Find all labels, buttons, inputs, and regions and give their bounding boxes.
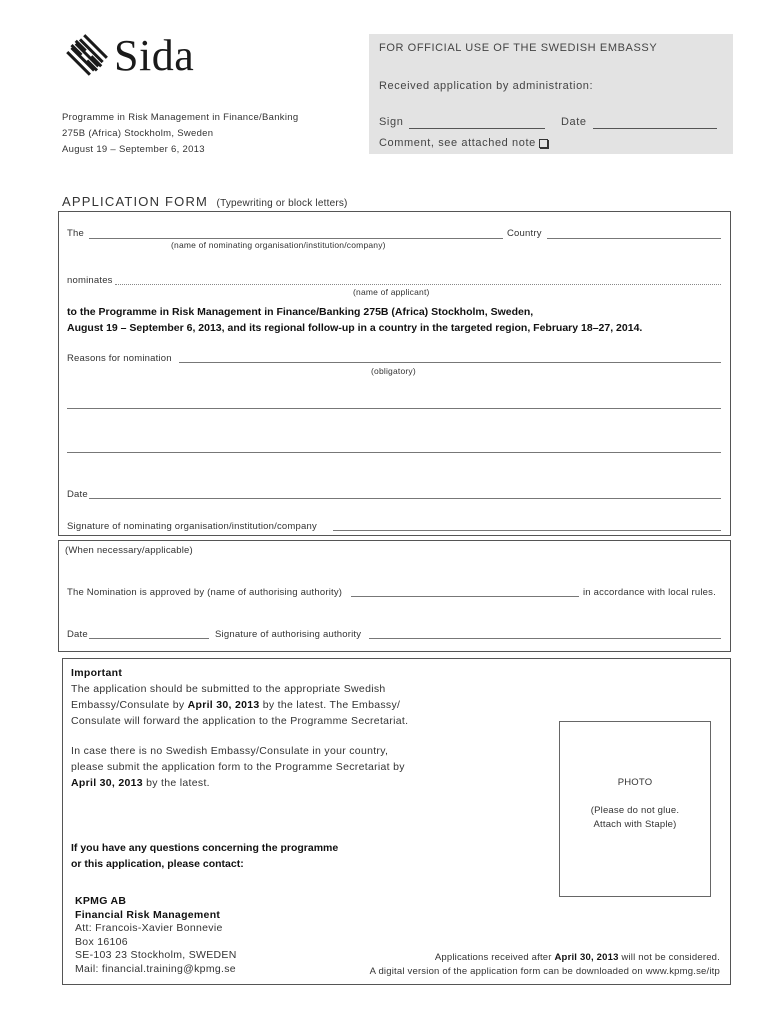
footer-text-c: will not be considered. <box>618 952 720 963</box>
approval-header: (When necessary/applicable) <box>65 545 193 556</box>
nomination-signature-field[interactable] <box>333 520 721 531</box>
contact-mail: Mail: financial.training@kpmg.se <box>75 962 236 975</box>
official-date-label: Date <box>561 116 587 128</box>
important-box <box>62 658 731 985</box>
contact-city: SE-103 23 Stockholm, SWEDEN <box>75 949 237 961</box>
photo-note-1: (Please do not glue. <box>590 805 680 816</box>
photo-note-2: Attach with Staple) <box>593 819 677 830</box>
questions-line1: If you have any questions concerning the programme <box>71 842 339 854</box>
p1-text-a: Embassy/Consulate by <box>71 699 188 711</box>
nomination-box <box>58 211 731 536</box>
official-received-label: Received application by administration: <box>379 80 594 92</box>
photo-label: PHOTO <box>617 777 653 788</box>
important-p2-line1: In case there is no Swedish Embassy/Consulate in your country, <box>71 745 389 757</box>
p2-text-b: by the latest. <box>142 777 210 789</box>
footer-deadline: April 30, 2013 <box>554 952 619 963</box>
official-use-box <box>369 34 733 154</box>
nominates-label: nominates <box>67 275 113 286</box>
official-sign-field[interactable] <box>409 116 545 129</box>
important-p2-line3 <box>71 775 531 791</box>
organisation-caption: (name of nominating organisation/institution/company) <box>171 240 386 250</box>
programme-location: 275B (Africa) Stockholm, Sweden <box>62 128 214 139</box>
statement-line-1: to the Programme in Risk Management in Finance/Banking 275B (Africa) Stockholm, Sweden, <box>67 306 534 318</box>
footer-line-1 <box>370 951 720 965</box>
important-p1-line2 <box>71 697 531 713</box>
form-title: APPLICATION FORM <box>62 194 209 209</box>
footer-text-a: Applications received after <box>434 952 555 963</box>
deadline-footer <box>370 951 720 978</box>
official-date-field[interactable] <box>593 116 717 129</box>
photo-note <box>560 804 710 832</box>
form-heading <box>62 193 348 211</box>
approval-box <box>58 540 731 652</box>
nomination-statement <box>67 304 642 336</box>
applicant-field[interactable] <box>115 274 721 285</box>
reasons-line-3[interactable] <box>67 452 721 453</box>
country-field[interactable] <box>547 228 721 239</box>
programme-dates: August 19 – September 6, 2013 <box>62 144 205 155</box>
footer-line-2: A digital version of the application form can be downloaded on www.kpmg.se/itp <box>369 965 720 977</box>
comment-checkbox[interactable] <box>539 139 548 148</box>
questions-text <box>71 840 338 872</box>
p2-deadline: April 30, 2013 <box>71 777 143 789</box>
applicant-caption: (name of applicant) <box>353 287 430 297</box>
important-title: Important <box>71 667 123 679</box>
form-subtitle: (Typewriting or block letters) <box>216 198 348 209</box>
contact-block <box>75 895 237 976</box>
nomination-date-field[interactable] <box>89 488 721 499</box>
contact-company: KPMG AB <box>75 895 127 907</box>
nomination-date-label: Date <box>67 489 88 500</box>
photo-box[interactable] <box>559 721 711 897</box>
country-label: Country <box>507 228 542 239</box>
important-p2-line2: please submit the application form to the Programme Secretariat by <box>71 761 405 773</box>
contact-attention: Att: Francois-Xavier Bonnevie <box>75 922 223 934</box>
programme-info <box>62 110 298 158</box>
important-p1-line1: The application should be submitted to the appropriate Swedish <box>71 683 386 695</box>
sida-logo <box>62 32 212 82</box>
reasons-label: Reasons for nomination <box>67 353 172 364</box>
sida-logo-mark-icon <box>62 32 110 80</box>
official-comment-label: Comment, see attached note <box>379 137 536 149</box>
approval-date-field[interactable] <box>89 628 209 639</box>
important-p1-line3: Consulate will forward the application to the Programme Secretariat. <box>71 715 409 727</box>
questions-line2: or this application, please contact: <box>71 858 244 870</box>
approved-by-field[interactable] <box>351 586 579 597</box>
approval-signature-label: Signature of authorising authority <box>215 629 362 640</box>
important-text <box>71 665 531 791</box>
obligatory-caption: (obligatory) <box>371 366 416 376</box>
reasons-line-2[interactable] <box>67 408 721 409</box>
statement-line-2: August 19 – September 6, 2013, and its regional follow-up in a country in the targeted region, February 18–27, 2014. <box>67 322 643 334</box>
reasons-field[interactable] <box>179 352 721 363</box>
approval-date-label: Date <box>67 629 88 640</box>
official-comment <box>379 137 548 149</box>
p1-text-c: by the latest. The Embassy/ <box>259 699 401 711</box>
the-label: The <box>67 228 84 239</box>
approved-by-label: The Nomination is approved by (name of authorising authority) <box>67 587 343 598</box>
local-rules-text: in accordance with local rules. <box>583 587 716 598</box>
programme-title: Programme in Risk Management in Finance/Banking <box>62 112 299 123</box>
p1-deadline: April 30, 2013 <box>187 699 260 711</box>
contact-department: Financial Risk Management <box>75 908 221 921</box>
official-use-title: FOR OFFICIAL USE OF THE SWEDISH EMBASSY <box>379 42 658 54</box>
contact-box: Box 16106 <box>75 935 128 948</box>
nomination-signature-label: Signature of nominating organisation/institution/company <box>67 521 317 532</box>
approval-signature-field[interactable] <box>369 628 721 639</box>
official-sign-label: Sign <box>379 116 404 128</box>
sida-logo-text: Sida <box>114 31 195 80</box>
organisation-field[interactable] <box>89 228 503 239</box>
